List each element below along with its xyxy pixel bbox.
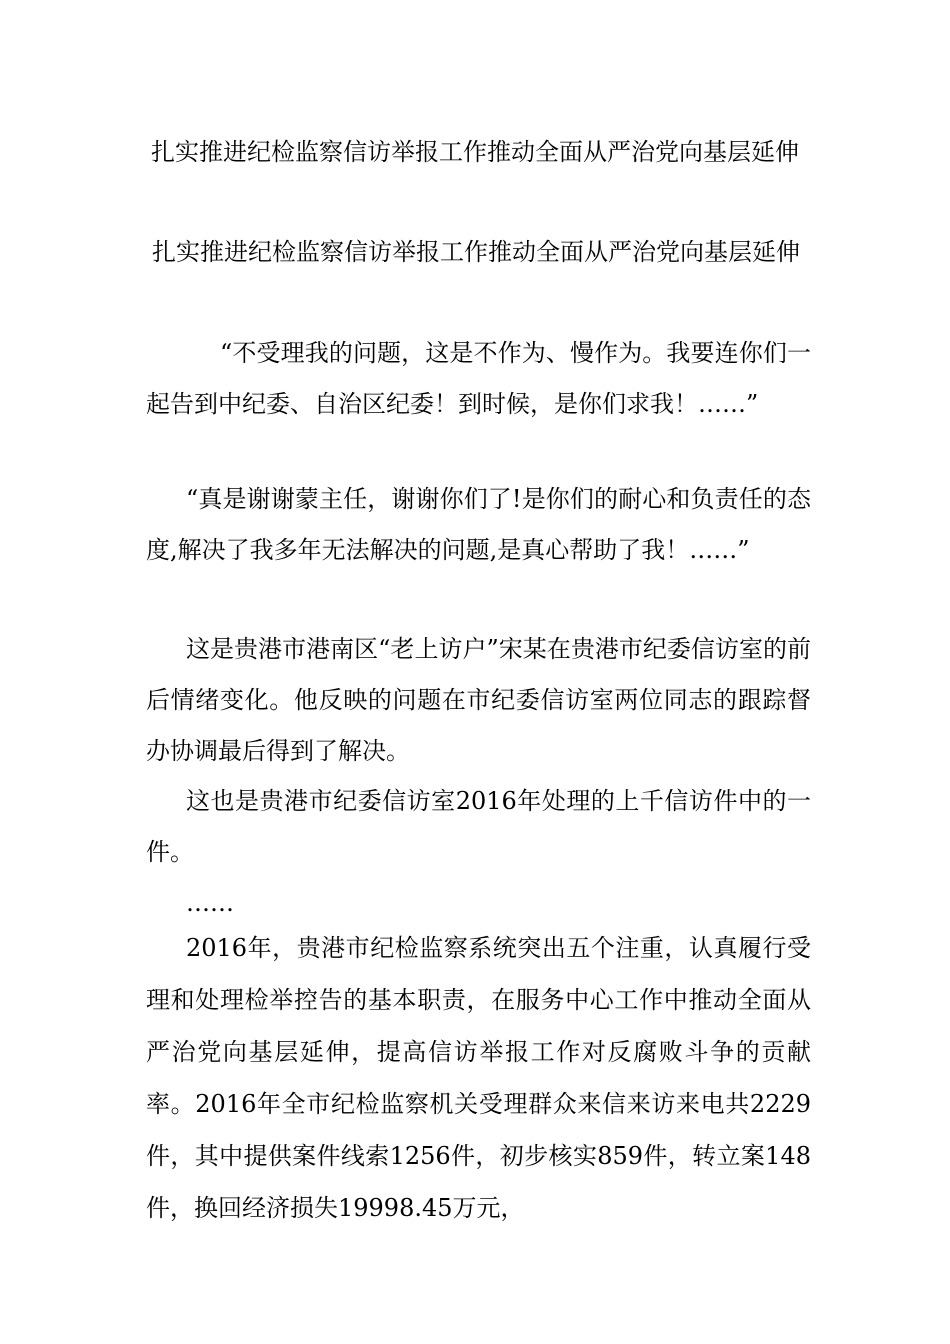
body-paragraph-3: 2016年，贵港市纪检监察系统突出五个注重，认真履行受理和处理检举控告的基本职责，在服务中心工作中推动全面从严治党向基层延伸，提高信访举报工作对反腐败斗争的贡献率。2016年全市纪检监察机关受理群众来信来访来电共2229件，其中提供案件线索1256件，初步核实859件，转立案148件，换回经济损失19998.45万元， — [146, 934, 811, 1222]
document-subtitle: 扎实推进纪检监察信访举报工作推动全面从严治党向基层延伸 — [152, 238, 800, 266]
quote-paragraph-2: “真是谢谢蒙主任，谢谢你们了!是你们的耐心和负责任的态度,解决了我多年无法解决的问题,是真心帮助了我！……” — [146, 485, 811, 564]
ellipsis-line: …… — [186, 889, 234, 917]
body-paragraph-1: 这是贵港市港南区“老上访户”宋某在贵港市纪委信访室的前后情绪变化。他反映的问题在市纪委信访室两位同志的跟踪督办协调最后得到了解决。 — [146, 635, 811, 765]
quote-paragraph-1: “不受理我的问题，这是不作为、慢作为。我要连你们一起告到中纪委、自治区纪委！到时候，是你们求我！……” — [146, 339, 811, 418]
document-title: 扎实推进纪检监察信访举报工作推动全面从严治党向基层延伸 — [151, 138, 799, 166]
body-paragraph-2: 这也是贵港市纪委信访室2016年处理的上千信访件中的一件。 — [146, 787, 811, 866]
